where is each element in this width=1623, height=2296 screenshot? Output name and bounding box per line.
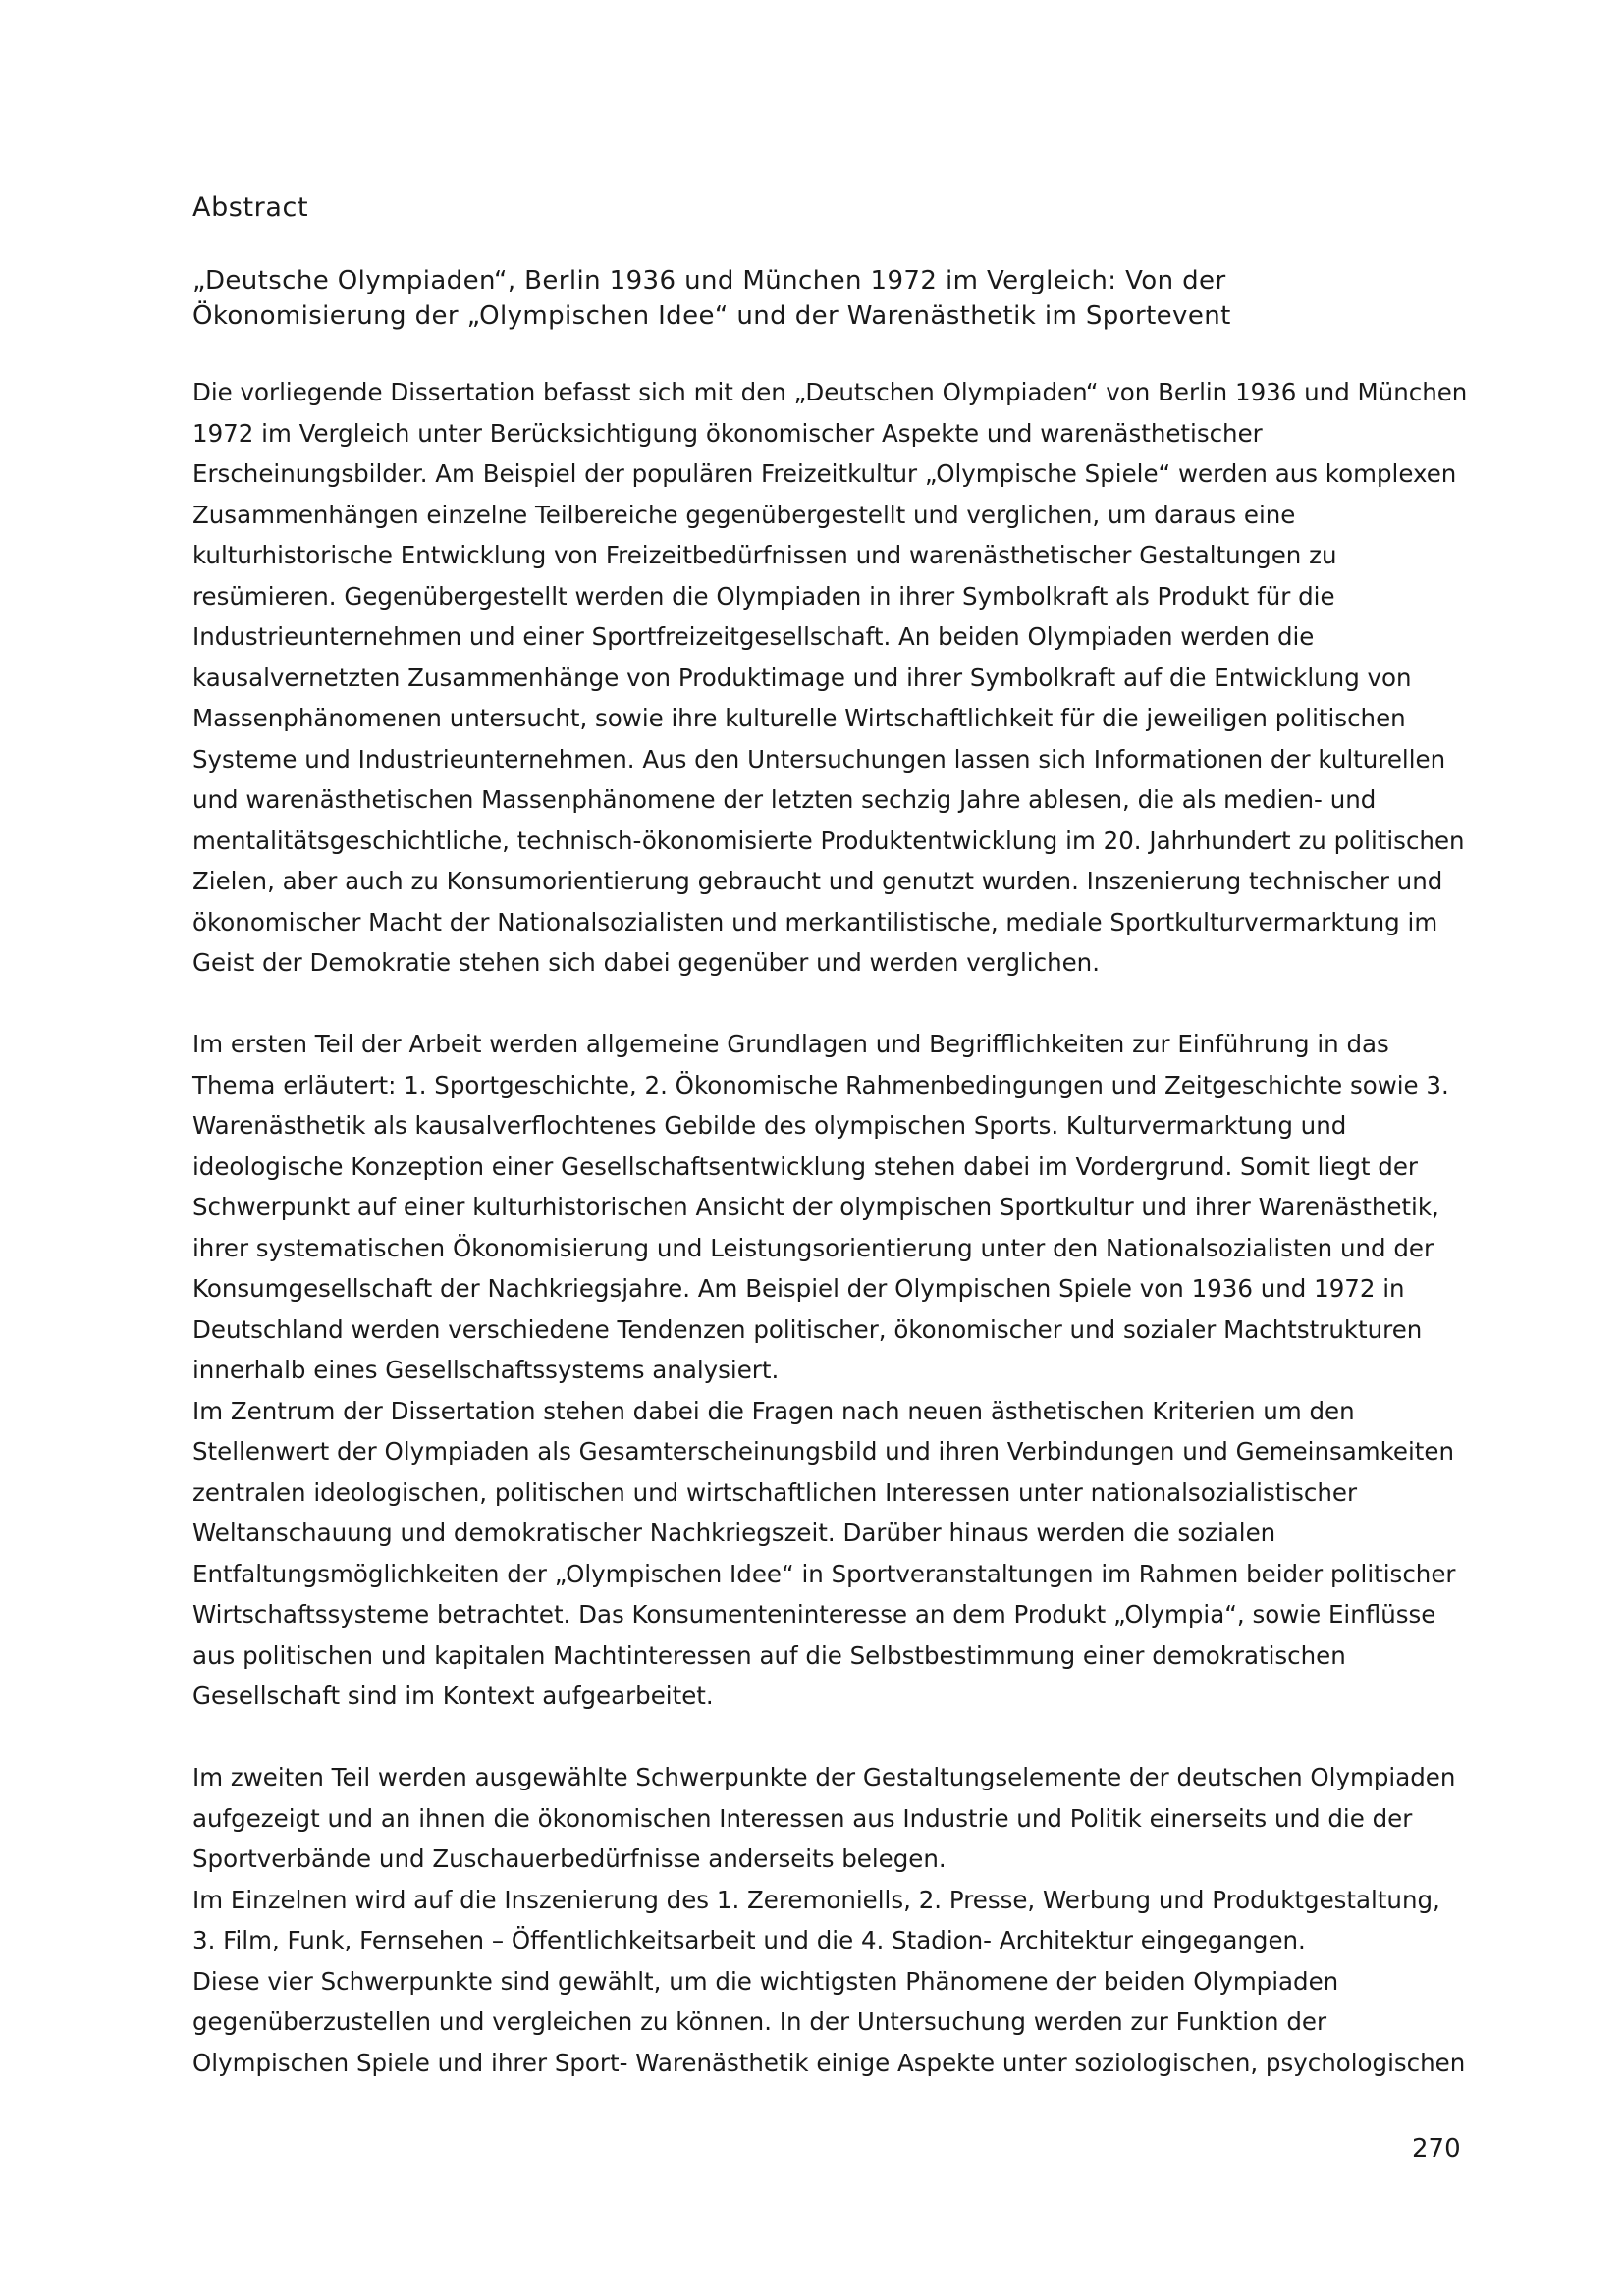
paragraph-gap xyxy=(192,1717,1488,1758)
paragraph-1 xyxy=(192,372,1488,984)
text-line: Weltanschauung und demokratischer Nachkriegszeit. Darüber hinaus werden die sozialen xyxy=(192,1519,1276,1547)
text-line: Zielen, aber auch zu Konsumorientierung gebraucht und genutzt wurden. Inszenierung technischer und xyxy=(192,867,1443,895)
text-line: Olympischen Spiele und ihrer Sport- Warenästhetik einige Aspekte unter soziologischen, psychologischen xyxy=(192,2048,1466,2077)
text-line: gegenüberzustellen und vergleichen zu können. In der Untersuchung werden zur Funktion der xyxy=(192,2007,1327,2036)
title-line: Ökonomisierung der „Olympischen Idee“ und der Warenästhetik im Sportevent xyxy=(192,301,1231,331)
paragraph-3 xyxy=(192,1757,1488,2083)
text-line: Geist der Demokratie stehen sich dabei gegenüber und werden verglichen. xyxy=(192,948,1101,977)
paragraph-gap xyxy=(192,984,1488,1025)
text-line: Sportverbände und Zuschauerbedürfnisse anderseits belegen. xyxy=(192,1844,947,1873)
text-line: Erscheinungsbilder. Am Beispiel der populären Freizeitkultur „Olympische Spiele“ werden aus komplexen xyxy=(192,459,1457,488)
text-line: 1972 im Vergleich unter Berücksichtigung ökonomischer Aspekte und warenästhetischer xyxy=(192,418,1263,448)
text-line: Schwerpunkt auf einer kulturhistorischen Ansicht der olympischen Sportkultur und ihrer Warenästhetik, xyxy=(192,1193,1439,1221)
text-line: Die vorliegende Dissertation befasst sich mit den „Deutschen Olympiaden“ von Berlin 1936 und München xyxy=(192,378,1468,406)
text-line: Massenphänomenen untersucht, sowie ihre kulturelle Wirtschaftlichkeit für die jeweiligen politischen xyxy=(192,704,1406,732)
title-line: „Deutsche Olympiaden“, Berlin 1936 und München 1972 im Vergleich: Von der xyxy=(192,266,1226,295)
text-line: Wirtschaftssysteme betrachtet. Das Konsumenteninteresse an dem Produkt „Olympia“, sowie Einflüsse xyxy=(192,1600,1436,1629)
paragraph-2 xyxy=(192,1024,1488,1717)
dissertation-title xyxy=(192,263,1488,334)
text-line: kausalvernetzten Zusammenhänge von Produktimage und ihrer Symbolkraft auf die Entwicklung von xyxy=(192,663,1412,692)
text-line: ideologische Konzeption einer Gesellschaftsentwicklung stehen dabei im Vordergrund. Somit liegt der xyxy=(192,1151,1418,1181)
text-line: Im Einzelnen wird auf die Inszenierung des 1. Zeremoniells, 2. Presse, Werbung und Produktgestaltung, xyxy=(192,1885,1440,1914)
text-line: kulturhistorische Entwicklung von Freizeitbedürfnissen und warenästhetischer Gestaltungen zu xyxy=(192,541,1337,569)
text-line: Im Zentrum der Dissertation stehen dabei die Fragen nach neuen ästhetischen Kriterien um den xyxy=(192,1396,1355,1425)
text-line: ökonomischer Macht der Nationalsozialisten und merkantilistische, mediale Sportkulturvermarktung im xyxy=(192,907,1438,936)
text-line: Deutschland werden verschiedene Tendenzen politischer, ökonomischer und sozialer Machtstrukturen xyxy=(192,1314,1423,1344)
text-line: ihrer systematischen Ökonomisierung und Leistungsorientierung unter den Nationalsozialisten und der xyxy=(192,1233,1434,1262)
text-line: Im zweiten Teil werden ausgewählte Schwerpunkte der Gestaltungselemente der deutschen Olympiaden xyxy=(192,1763,1456,1791)
text-line: 3. Film, Funk, Fernsehen – Öffentlichkeitsarbeit und die 4. Stadion- Architektur eingegangen. xyxy=(192,1926,1306,1954)
text-line: Im ersten Teil der Arbeit werden allgemeine Grundlagen und Begrifflichkeiten zur Einführung in das xyxy=(192,1030,1389,1058)
page-number: 270 xyxy=(1412,2134,1461,2163)
text-line: Diese vier Schwerpunkte sind gewählt, um die wichtigsten Phänomene der beiden Olympiaden xyxy=(192,1966,1339,1996)
text-line: Industrieunternehmen und einer Sportfreizeitgesellschaft. An beiden Olympiaden werden die xyxy=(192,622,1315,651)
text-line: Stellenwert der Olympiaden als Gesamterscheinungsbild und ihren Verbindungen und Gemeinsamkeiten xyxy=(192,1437,1455,1466)
text-line: und warenästhetischen Massenphänomene der letzten sechzig Jahre ablesen, die als medien- und xyxy=(192,785,1377,814)
text-line: aus politischen und kapitalen Machtinteressen auf die Selbstbestimmung einer demokratischen xyxy=(192,1640,1346,1670)
text-line: innerhalb eines Gesellschaftssystems analysiert. xyxy=(192,1356,780,1384)
text-line: Entfaltungsmöglichkeiten der „Olympischen Idee“ in Sportveranstaltungen im Rahmen beider politischer xyxy=(192,1559,1456,1588)
text-line: Konsumgesellschaft der Nachkriegsjahre. Am Beispiel der Olympischen Spiele von 1936 und 1972 in xyxy=(192,1274,1405,1303)
text-line: resümieren. Gegenübergestellt werden die Olympiaden in ihrer Symbolkraft als Produkt für die xyxy=(192,581,1335,611)
text-line: Zusammenhängen einzelne Teilbereiche gegenübergestellt und verglichen, um daraus eine xyxy=(192,500,1296,529)
abstract-body xyxy=(192,372,1488,2083)
text-line: Gesellschaft sind im Kontext aufgearbeitet. xyxy=(192,1682,714,1710)
text-line: zentralen ideologischen, politischen und wirtschaftlichen Interessen unter nationalsozialistischer xyxy=(192,1477,1358,1507)
abstract-heading: Abstract xyxy=(192,192,309,223)
text-line: Systeme und Industrieunternehmen. Aus den Untersuchungen lassen sich Informationen der kulturellen xyxy=(192,744,1446,774)
text-line: mentalitätsgeschichtliche, technisch-ökonomisierte Produktentwicklung im 20. Jahrhundert zu politischen xyxy=(192,826,1465,855)
text-line: Thema erläutert: 1. Sportgeschichte, 2. Ökonomische Rahmenbedingungen und Zeitgeschichte sowie 3. xyxy=(192,1070,1449,1099)
text-line: aufgezeigt und an ihnen die ökonomischen Interessen aus Industrie und Politik einerseits und die der xyxy=(192,1803,1413,1833)
text-line: Warenästhetik als kausalverflochtenes Gebilde des olympischen Sports. Kulturvermarktung und xyxy=(192,1111,1347,1140)
